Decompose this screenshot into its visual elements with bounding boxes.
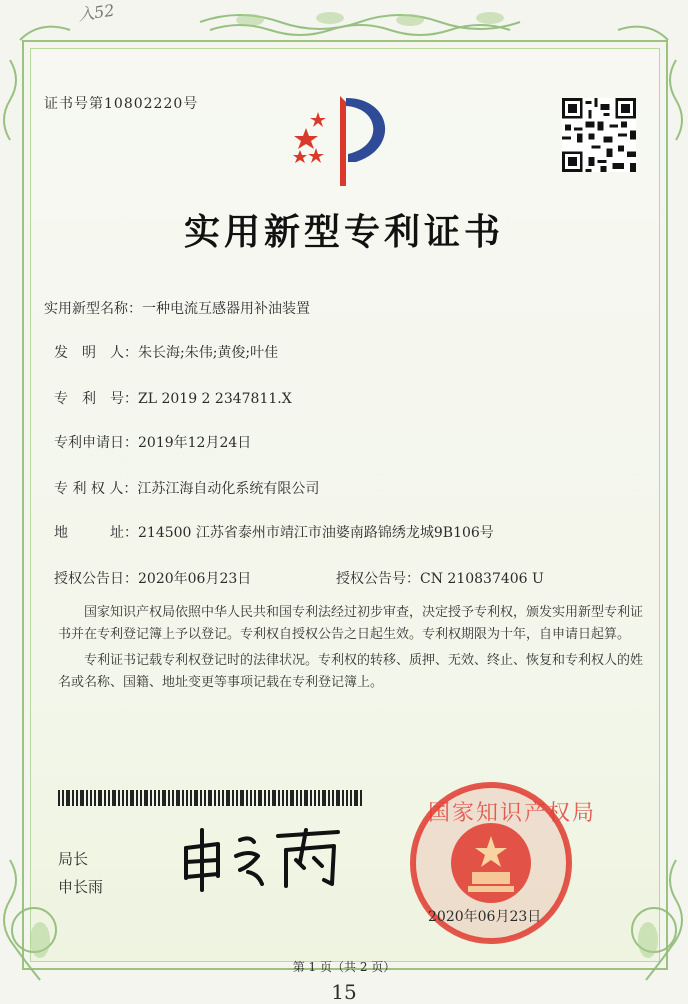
handwritten-note: 入52 — [76, 0, 116, 25]
signatory-name: 申长雨 — [58, 878, 104, 896]
grant-date-value: 2020年06月23日 — [138, 571, 252, 587]
name-value: 一种电流互感器用补油装置 — [142, 301, 310, 317]
grant-number-value: CN 210837406 U — [420, 571, 544, 587]
certificate-title: 实用新型专利证书 — [183, 211, 504, 253]
certificate-body-text — [58, 602, 648, 694]
patent-number-value: ZL 2019 2 2347811.X — [138, 391, 292, 407]
field-grant-date — [54, 568, 251, 588]
certificate-number: 证书号第10802220号 — [44, 96, 199, 112]
application-date-value: 2019年12月24日 — [138, 435, 252, 451]
field-inventor — [54, 342, 278, 362]
field-grant-number — [336, 568, 544, 588]
inventor-value: 朱长海;朱伟;黄俊;叶佳 — [138, 345, 279, 361]
field-utility-model-name — [44, 298, 310, 318]
page-info: 第 1 页（共 2 页） — [292, 960, 396, 974]
inventor-label: 发 明 人： — [54, 345, 138, 361]
seal-text: 国家知识产权局 — [428, 801, 597, 826]
patentee-label: 专 利 权 人： — [54, 481, 138, 497]
qr-code — [562, 98, 636, 172]
cnipa-logo — [288, 90, 408, 190]
signatory-title: 局长 — [58, 850, 89, 868]
address-value: 214500 江苏省泰州市靖江市油婆南路锦绣龙城9B106号 — [138, 525, 494, 541]
grant-date-label: 授权公告日： — [54, 571, 138, 587]
grant-number-label: 授权公告号： — [336, 571, 420, 587]
page-number: 15 — [331, 980, 357, 1004]
field-patentee — [54, 478, 319, 498]
signature-image — [178, 822, 348, 892]
patentee-value: 江苏江海自动化系统有限公司 — [137, 481, 320, 497]
patent-number-label: 专 利 号： — [54, 391, 138, 407]
application-date-label: 专利申请日： — [54, 435, 138, 451]
field-application-date — [54, 432, 251, 452]
field-patent-number — [54, 388, 292, 408]
field-address — [54, 522, 494, 542]
barcode — [58, 790, 362, 806]
body-paragraph-2: 专利证书记载专利权登记时的法律状况。专利权的转移、质押、无效、终止、恢复和专利权人的姓名或名称、国籍、地址变更等事项记载在专利登记簿上。 — [58, 653, 644, 690]
seal-date: 2020年06月23日 — [428, 909, 542, 925]
address-label: 地 址： — [54, 525, 138, 541]
body-paragraph-1: 国家知识产权局依照中华人民共和国专利法经过初步审查，决定授予专利权，颁发实用新型专利证书并在专利登记簿上予以登记。专利权自授权公告之日起生效。专利权期限为十年，自申请日起算。 — [58, 605, 644, 642]
name-label: 实用新型名称： — [44, 301, 142, 317]
